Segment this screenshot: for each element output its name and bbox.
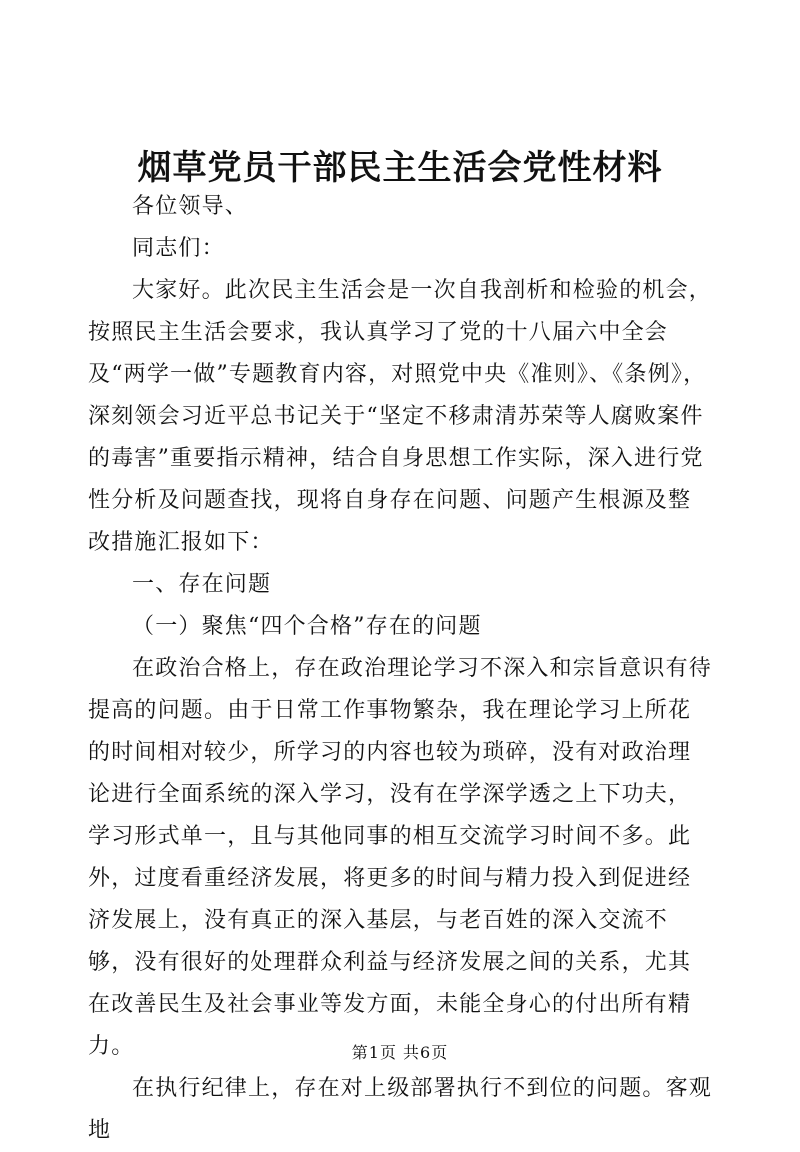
- document-body: [88, 186, 712, 1152]
- subsection-heading: （一）聚焦“四个合格”存在的问题: [132, 614, 482, 639]
- section-heading: 一、存在问题: [132, 572, 272, 597]
- greeting-line-2: 同志们：: [132, 236, 225, 261]
- body-paragraph-2: 在执行纪律上，存在对上级部署执行不到位的问题。客观地: [88, 1076, 713, 1143]
- greeting-line-1: 各位领导、: [132, 194, 249, 219]
- intro-paragraph: 大家好。此次民主生活会是一次自我剖析和检验的机会，按照民主生活会要求，我认真学习了党的十八届六中全会及“两学一做”专题教育内容，对照党中央《准则》、《条例》，深刻领会习近平总书记关于“坚定不移肃清苏荣等人腐败案件的毒害”重要指示精神，结合自身思想工作实际，深入进行党性分析及问题查找，现将自身存在问题、问题产生根源及整改措施汇报如下：: [88, 278, 713, 555]
- page-number-footer: 第1页 共6页: [351, 1043, 449, 1062]
- body-paragraph-1: 在政治合格上，存在政治理论学习不深入和宗旨意识有待提高的问题。由于日常工作事物繁杂，我在理论学习上所花的时间相对较少，所学习的内容也较为琐碎，没有对政治理论进行全面系统的深入学习，没有在学深学透之上下功夫，学习形式单一，且与其他同事的相互交流学习时间不多。此外，过度看重经济发展，将更多的时间与精力投入到促进经济发展上，没有真正的深入基层，与老百姓的深入交流不够，没有很好的处理群众利益与经济发展之间的关系，尤其在改善民生及社会事业等发方面，未能全身心的付出所有精力。: [88, 656, 713, 1059]
- document-title: 烟草党员干部民主生活会党性材料: [137, 148, 663, 188]
